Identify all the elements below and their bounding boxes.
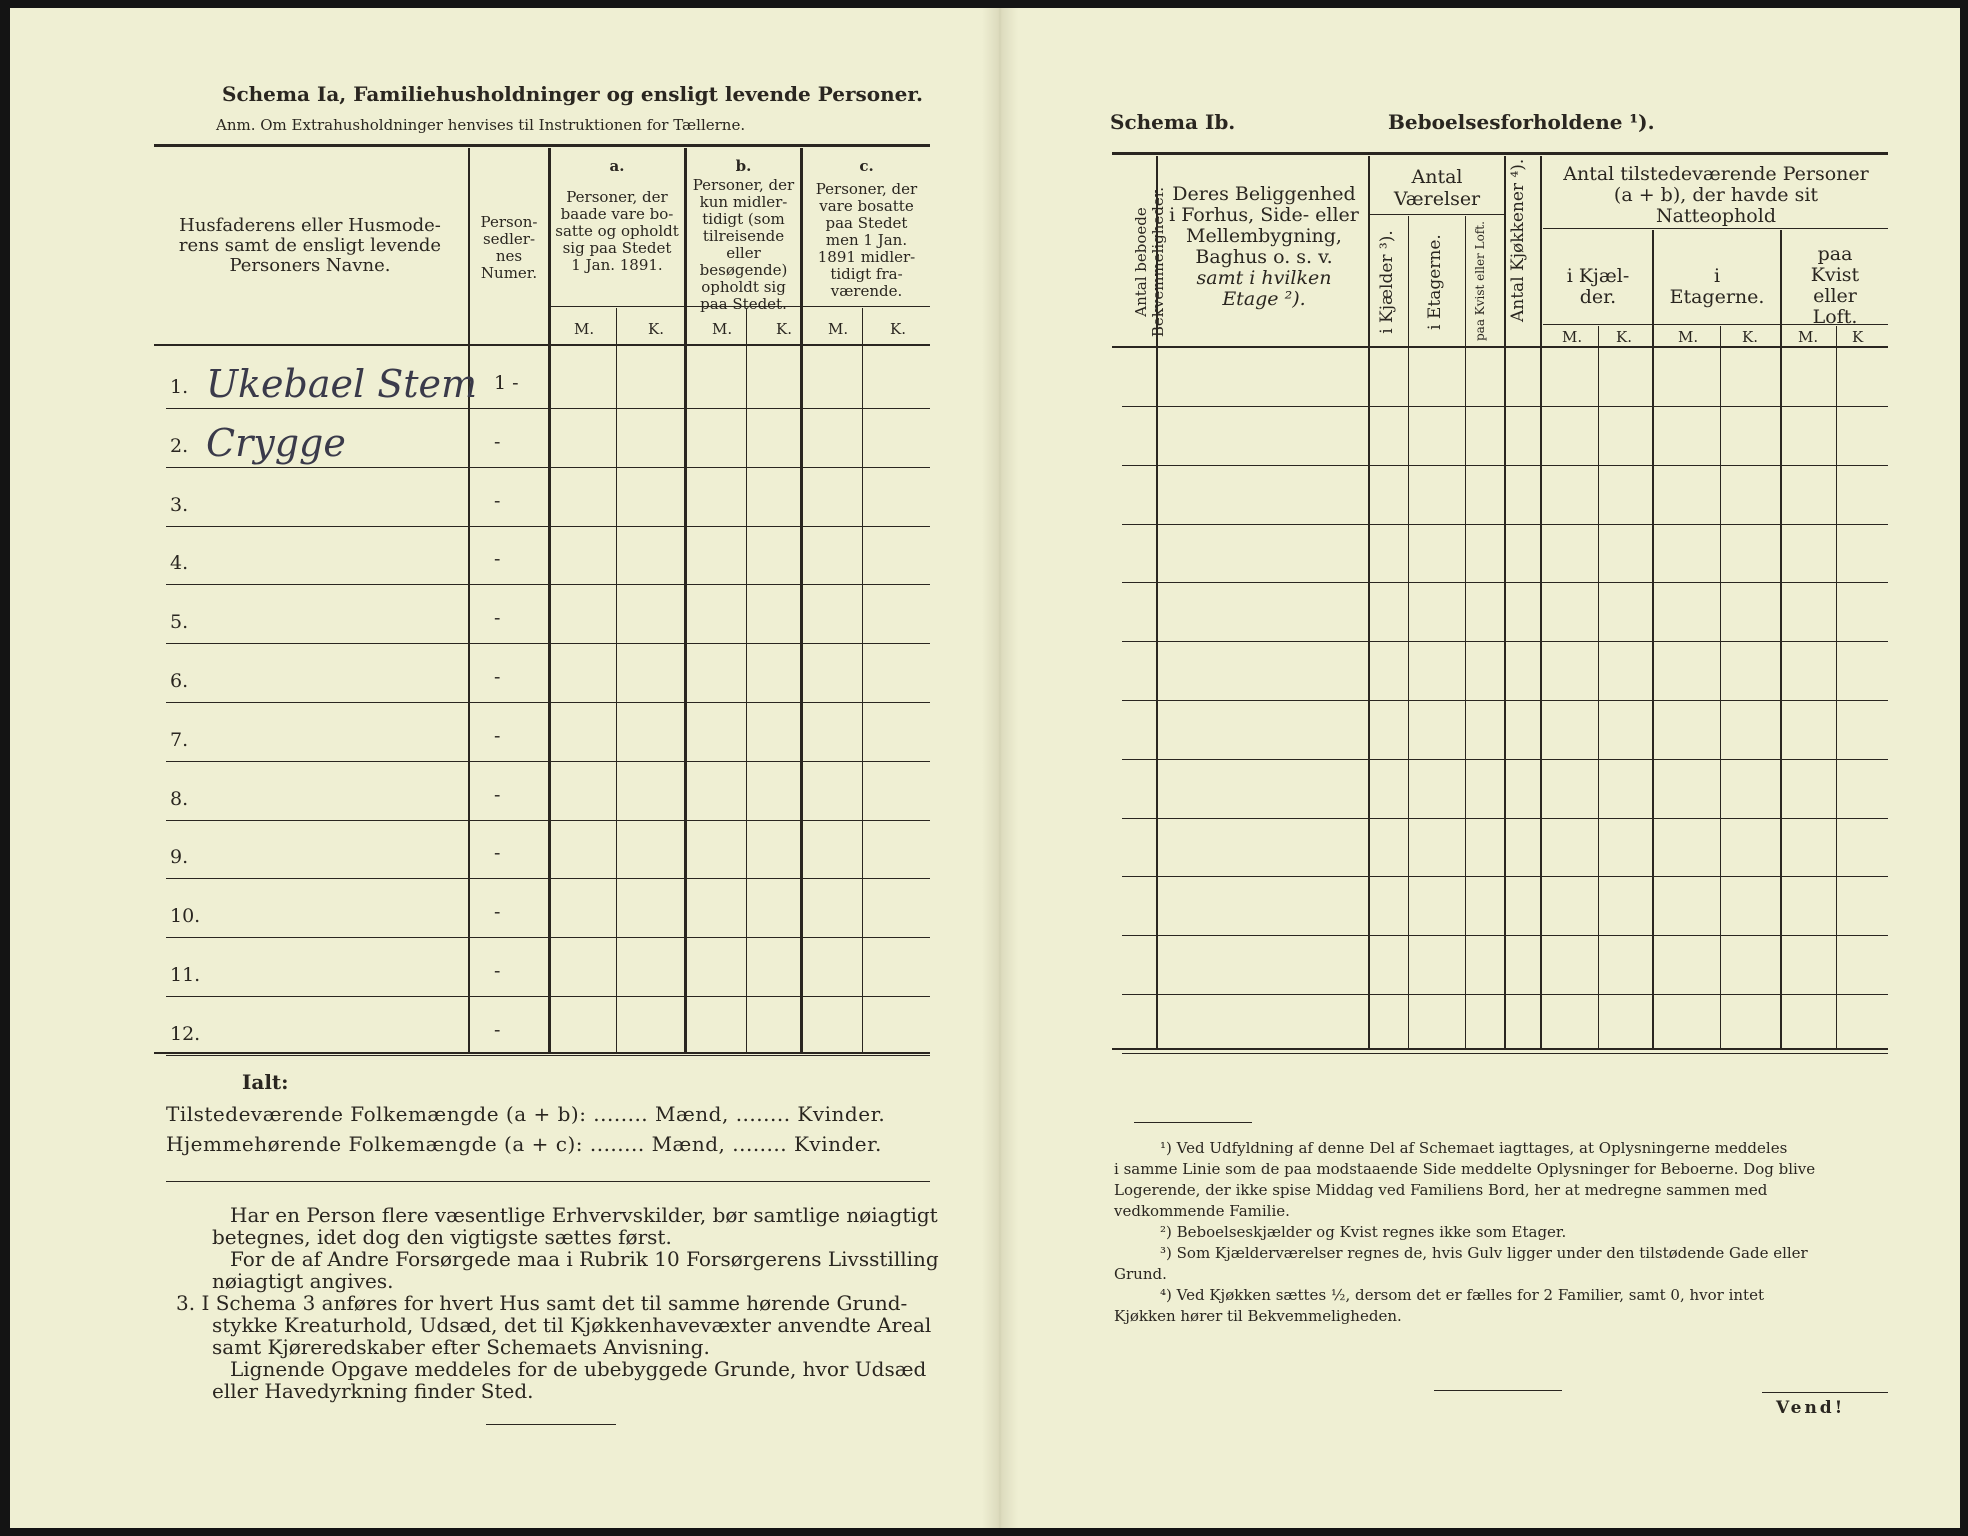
col-pers-line: Antal tilstedeværende Personer bbox=[1563, 163, 1869, 185]
total-present: Tilstedeværende Folkemængde (a + b): ........ Mænd, ........ Kvinder. bbox=[166, 1102, 886, 1126]
row-person-number: - bbox=[494, 842, 501, 865]
col-name-line: Husfaderens eller Husmode- bbox=[179, 215, 441, 236]
col-c-line: vare bosatte bbox=[819, 197, 914, 215]
ialt-label: Ialt: bbox=[242, 1070, 289, 1094]
col-num-line: nes bbox=[495, 247, 523, 265]
r-row-rule bbox=[1122, 582, 1888, 583]
col-belig-line: Mellembygning, bbox=[1186, 225, 1342, 247]
col-b-line: tilreisende bbox=[702, 227, 785, 245]
col-c-line: værende. bbox=[830, 282, 903, 300]
footnote-line: Kjøkken hører til Bekvemmeligheden. bbox=[1114, 1307, 1402, 1325]
vaer-sub-etagerne: i Etagerne. bbox=[1425, 234, 1445, 330]
schema-1b-title: Schema Ib. bbox=[1110, 110, 1236, 134]
col-c-line: Personer, der bbox=[815, 180, 918, 198]
col-b-line: Personer, der bbox=[692, 176, 795, 194]
r-row-rule bbox=[1122, 876, 1888, 877]
instr-line: stykke Kreaturhold, Udsæd, det til Kjøkkenhavevæxter anvendte Areal bbox=[212, 1313, 932, 1337]
row-person-number: - bbox=[494, 901, 501, 924]
pers-sub1-line: der. bbox=[1579, 286, 1617, 308]
r-row-rule bbox=[1122, 818, 1888, 819]
instr-line: samt Kjøreredskaber efter Schemaets Anvisning. bbox=[212, 1335, 710, 1359]
col-belig-line: i Forhus, Side- eller bbox=[1169, 204, 1359, 226]
row-rule bbox=[166, 996, 930, 997]
col-b-letter: b. bbox=[735, 157, 752, 175]
col-a-line: sig paa Stedet bbox=[562, 239, 672, 257]
pers-sub3-line: Kvist bbox=[1810, 264, 1860, 286]
pers-sub1-line: i Kjæl- bbox=[1566, 265, 1630, 287]
vaer-sub-kvist: paa Kvist eller Loft. bbox=[1473, 221, 1487, 341]
col-a-line: baade vare bo- bbox=[560, 205, 674, 223]
r-mk-label: K. bbox=[1616, 328, 1632, 346]
r-row-rule bbox=[1122, 524, 1888, 525]
instr-line: 3. I Schema 3 anføres for hvert Hus samt det til samme hørende Grund- bbox=[176, 1291, 908, 1315]
col-name-line: Personers Navne. bbox=[229, 255, 391, 276]
row-number: 1. bbox=[170, 376, 189, 398]
col-pers-line: (a + b), der havde sit bbox=[1613, 184, 1819, 206]
col-a-line: 1 Jan. 1891. bbox=[571, 256, 663, 274]
col-belig-line: Etage ²). bbox=[1222, 288, 1306, 310]
table-bottom-rule bbox=[154, 1052, 930, 1054]
r-mk-label: K. bbox=[1742, 328, 1758, 346]
row-number: 2. bbox=[170, 434, 189, 457]
col-bekv-line: Bekvemmeligheder. bbox=[1149, 186, 1167, 338]
col-name-line: rens samt de ensligt levende bbox=[178, 235, 442, 256]
footnote-line: Logerende, der ikke spise Middag ved Familiens Bord, her at medregne sammen med bbox=[1114, 1181, 1768, 1199]
row-person-number: 1 - bbox=[494, 372, 519, 394]
r-mk-label: K bbox=[1852, 328, 1864, 346]
r-table-top-rule bbox=[1112, 152, 1888, 155]
footnote-line: Grund. bbox=[1114, 1265, 1167, 1283]
col-b-line: paa Stedet. bbox=[700, 295, 787, 313]
row-rule bbox=[166, 702, 930, 703]
footnote-rule bbox=[1134, 1122, 1252, 1123]
col-kjokkener: Antal Kjøkkener ⁴). bbox=[1508, 158, 1528, 322]
col-c-line: tidigt fra- bbox=[830, 265, 903, 283]
col-belig-line: samt i hvilken bbox=[1196, 267, 1332, 289]
row-person-number: - bbox=[494, 783, 501, 806]
table-top-rule bbox=[154, 144, 930, 147]
row-number: 12. bbox=[170, 1022, 201, 1045]
vaer-sub-rule bbox=[1370, 214, 1504, 215]
pers-sub3-line: paa bbox=[1817, 243, 1853, 265]
row-number: 3. bbox=[170, 493, 189, 516]
footnote-line: ¹) Ved Udfyldning af denne Del af Schemaet iagttages, at Oplysningerne meddeles bbox=[1160, 1139, 1788, 1157]
footnote-line: i samme Linie som de paa modstaaende Side meddelte Oplysninger for Beboerne. Dog blive bbox=[1114, 1160, 1816, 1178]
row-name: Crygge bbox=[206, 420, 346, 465]
totals-rule bbox=[166, 1181, 930, 1182]
col-b-line: besøgende) bbox=[699, 261, 788, 279]
pers-sub-rule bbox=[1543, 228, 1888, 229]
row-person-number: - bbox=[494, 1018, 501, 1041]
vend-label: Vend! bbox=[1776, 1398, 1846, 1418]
row-person-number: - bbox=[494, 666, 501, 688]
pers-sub2-line: Etagerne. bbox=[1669, 286, 1765, 308]
instr-line: betegnes, idet dog den vigtigste sættes først. bbox=[212, 1225, 672, 1249]
mk-label: K. bbox=[890, 320, 906, 338]
footnote-line: vedkommende Familie. bbox=[1114, 1202, 1290, 1220]
r-mk-label: M. bbox=[1798, 328, 1819, 346]
col-a-letter: a. bbox=[609, 157, 625, 175]
mk-label: K. bbox=[776, 320, 792, 338]
footnote-line: ²) Beboelseskjælder og Kvist regnes ikke som Etager. bbox=[1160, 1223, 1567, 1241]
r-closing-rule bbox=[1434, 1390, 1562, 1391]
closing-rule bbox=[486, 1424, 616, 1425]
footnote-line: ³) Som Kjælderværelser regnes de, hvis Gulv ligger under den tilstødende Gade eller bbox=[1160, 1244, 1808, 1262]
instr-line: Lignende Opgave meddeles for de ubebyggede Grunde, hvor Udsæd bbox=[230, 1357, 927, 1381]
col-num-line: Numer. bbox=[480, 264, 538, 282]
col-a-line: Personer, der bbox=[566, 188, 668, 206]
instr-line: Har en Person flere væsentlige Erhvervskilder, bør samtlige nøiagtigt bbox=[230, 1203, 938, 1227]
mk-label: M. bbox=[574, 320, 595, 338]
col-vaer-line: Værelser bbox=[1393, 188, 1481, 210]
col-b-line: kun midler- bbox=[699, 193, 788, 211]
r-row-rule bbox=[1122, 1053, 1888, 1054]
col-c-line: men 1 Jan. bbox=[825, 231, 908, 249]
row-number: 8. bbox=[170, 787, 189, 810]
row-number: 11. bbox=[170, 964, 201, 986]
census-form-sheet bbox=[10, 8, 1960, 1528]
row-rule bbox=[166, 820, 930, 821]
row-person-number: - bbox=[494, 607, 501, 630]
schema-1b-subtitle: Beboelsesforholdene ¹). bbox=[1388, 110, 1655, 134]
row-rule bbox=[166, 408, 930, 409]
r-row-rule bbox=[1122, 465, 1888, 466]
row-rule bbox=[166, 878, 930, 879]
col-belig-line: Baghus o. s. v. bbox=[1195, 246, 1333, 268]
r-mk-label: M. bbox=[1678, 328, 1699, 346]
col-a-line: satte og opholdt bbox=[555, 222, 679, 240]
col-pers-line: Natteophold bbox=[1656, 205, 1776, 227]
mk-label: M. bbox=[712, 320, 733, 338]
instr-line: nøiagtigt angives. bbox=[212, 1269, 394, 1293]
row-number: 10. bbox=[170, 905, 201, 928]
r-row-rule bbox=[1122, 759, 1888, 760]
total-resident: Hjemmehørende Folkemængde (a + c): ........ Mænd, ........ Kvinder. bbox=[166, 1132, 882, 1156]
col-belig-line: Deres Beliggenhed bbox=[1172, 183, 1356, 205]
col-bekv-line: Antal beboede bbox=[1132, 207, 1150, 317]
schema-1a-title: Schema Ia, Familiehusholdninger og ensligt levende Personer. bbox=[222, 82, 924, 106]
mk-label: M. bbox=[828, 320, 849, 338]
instr-line: eller Havedyrkning finder Sted. bbox=[212, 1379, 534, 1403]
row-rule bbox=[166, 761, 930, 762]
r-row-rule bbox=[1122, 994, 1888, 995]
row-rule bbox=[166, 526, 930, 527]
row-rule bbox=[166, 937, 930, 938]
col-c-letter: c. bbox=[859, 157, 874, 175]
header-bottom-rule bbox=[154, 344, 930, 346]
row-rule bbox=[166, 584, 930, 585]
r-row-rule bbox=[1122, 935, 1888, 936]
col-num-line: Person- bbox=[480, 213, 538, 231]
pers-sub3-line: Loft. bbox=[1812, 306, 1858, 328]
row-number: 5. bbox=[170, 611, 189, 634]
row-rule bbox=[166, 643, 930, 644]
row-rule bbox=[166, 1055, 930, 1056]
r-row-rule bbox=[1122, 700, 1888, 701]
row-person-number: - bbox=[494, 430, 501, 453]
row-rule bbox=[166, 467, 930, 468]
col-num-line: sedler- bbox=[482, 230, 536, 248]
r-header-bottom-rule bbox=[1112, 346, 1888, 348]
row-name: Ukebael Stem bbox=[206, 362, 478, 406]
vend-rule bbox=[1762, 1392, 1888, 1393]
vaer-sub-kjaelder: i Kjælder ³). bbox=[1377, 230, 1397, 334]
r-row-rule bbox=[1122, 406, 1888, 407]
col-b-line: opholdt sig bbox=[701, 278, 786, 296]
row-number: 6. bbox=[170, 670, 189, 692]
col-c-line: 1891 midler- bbox=[817, 248, 916, 266]
page-fold bbox=[982, 8, 1018, 1528]
col-b-line: tidigt (som bbox=[702, 210, 785, 228]
row-person-number: - bbox=[494, 724, 501, 747]
mk-label: K. bbox=[648, 320, 664, 338]
row-number: 7. bbox=[170, 728, 189, 751]
row-number: 4. bbox=[170, 552, 189, 575]
r-table-bottom-rule bbox=[1112, 1048, 1888, 1050]
instr-line: For de af Andre Forsørgede maa i Rubrik 10 Forsørgerens Livsstilling bbox=[230, 1247, 939, 1271]
row-number: 9. bbox=[170, 846, 189, 869]
r-mk-label: M. bbox=[1562, 328, 1583, 346]
col-vaer-line: Antal bbox=[1411, 166, 1463, 188]
row-person-number: - bbox=[494, 489, 501, 512]
pers-sub2-line: i bbox=[1713, 265, 1721, 287]
pers-sub3-line: eller bbox=[1813, 285, 1857, 307]
r-row-rule bbox=[1122, 641, 1888, 642]
row-person-number: - bbox=[494, 960, 501, 982]
footnote-line: ⁴) Ved Kjøkken sættes ½, dersom det er fælles for 2 Familier, samt 0, hvor intet bbox=[1160, 1286, 1764, 1304]
col-b-line: eller bbox=[726, 244, 761, 262]
row-person-number: - bbox=[494, 548, 501, 571]
schema-1a-note: Anm. Om Extrahusholdninger henvises til Instruktionen for Tællerne. bbox=[216, 116, 746, 134]
col-c-line: paa Stedet bbox=[825, 214, 908, 232]
